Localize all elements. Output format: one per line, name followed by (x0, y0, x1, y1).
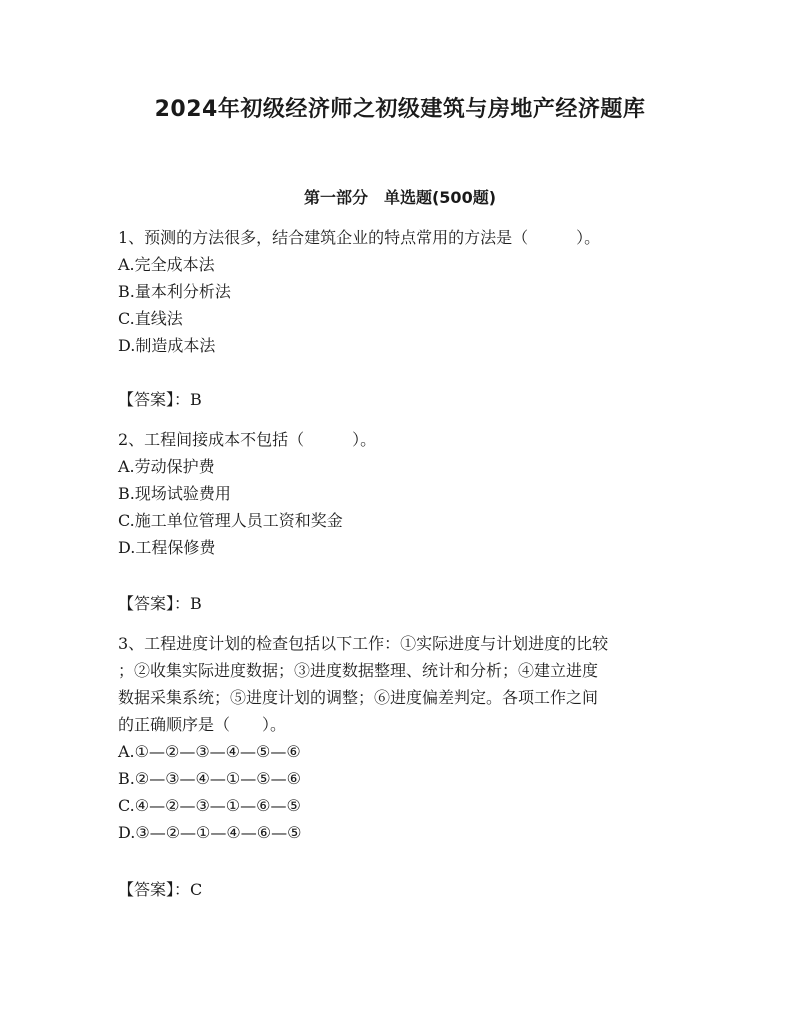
question-3-option-d: D.③—②—①—④—⑥—⑤ (118, 823, 302, 842)
question-3 (118, 630, 683, 846)
question-1-answer: 【答案】：B (118, 390, 202, 409)
question-3-answer: 【答案】：C (118, 880, 203, 899)
question-1-option-d: D.制造成本法 (118, 336, 216, 355)
question-2-option-d: D.工程保修费 (118, 538, 216, 557)
document-title: 2024年初级经济师之初级建筑与房地产经济题库 (154, 97, 646, 122)
question-1 (118, 224, 683, 359)
question-1-option-c: C.直线法 (118, 309, 183, 328)
question-3-stem-line-3: 数据采集系统；⑤进度计划的调整；⑥进度偏差判定。各项工作之间 (118, 688, 599, 707)
question-2-answer: 【答案】：B (118, 594, 202, 613)
section-heading: 第一部分 单选题(500题) (303, 188, 497, 207)
question-3-stem-line-4: 的正确顺序是（ ）。 (118, 715, 287, 734)
question-2-option-b: B.现场试验费用 (118, 484, 231, 503)
question-2 (118, 426, 683, 561)
question-3-stem-line-2: ；②收集实际进度数据；③进度数据整理、统计和分析；④建立进度 (118, 661, 599, 680)
question-3-option-a: A.①—②—③—④—⑤—⑥ (118, 742, 301, 761)
question-2-option-c: C.施工单位管理人员工资和奖金 (118, 511, 343, 530)
question-3-option-c: C.④—②—③—①—⑥—⑤ (118, 796, 301, 815)
question-1-option-a: A.完全成本法 (118, 255, 215, 274)
question-3-option-b: B.②—③—④—①—⑤—⑥ (118, 769, 301, 788)
question-1-option-b: B.量本利分析法 (118, 282, 231, 301)
question-1-stem: 1、预测的方法很多，结合建筑企业的特点常用的方法是（ ）。 (118, 228, 601, 247)
question-2-option-a: A.劳动保护费 (118, 457, 215, 476)
question-2-stem: 2、工程间接成本不包括（ ）。 (118, 430, 377, 449)
question-3-stem-line-1: 3、工程进度计划的检查包括以下工作：①实际进度与计划进度的比较 (118, 634, 609, 653)
